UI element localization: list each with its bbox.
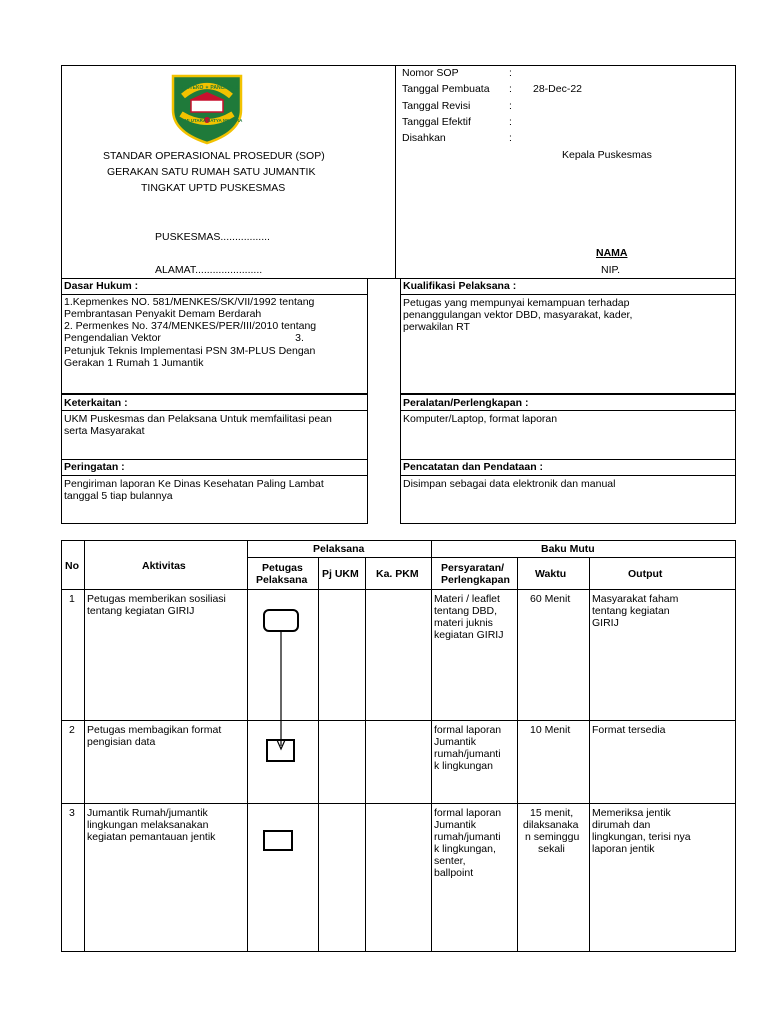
row-waktu: 10 Menit	[530, 724, 571, 736]
dasar-hukum-line: 2. Permenkes No. 374/MENKES/PER/III/2010 tentang	[64, 320, 317, 332]
row-output: laporan jentik	[592, 843, 655, 855]
row-persyaratan: formal laporan	[434, 724, 502, 736]
row-persyaratan: rumah/jumanti	[434, 831, 501, 843]
info-label-tanggal-pembuatan: Tanggal Pembuata	[402, 83, 490, 95]
col-line	[84, 540, 85, 952]
col-line	[517, 557, 518, 952]
row-waktu: 60 Menit	[530, 593, 571, 605]
row-output: Memeriksa jentik	[592, 807, 671, 819]
row-number: 2	[69, 724, 75, 736]
row-persyaratan: formal laporan	[434, 807, 502, 819]
logo-top-text: BERTEKO ✶ PANCASILA	[179, 85, 240, 91]
row-line	[61, 803, 736, 804]
col-header-petugas: Petugas	[262, 562, 303, 574]
row-persyaratan: senter,	[434, 855, 466, 867]
col-line	[589, 557, 590, 952]
row-persyaratan: Jumantik	[434, 736, 477, 748]
dasar-hukum-label: Dasar Hukum :	[64, 280, 139, 292]
flow-start-terminator-shape	[264, 610, 298, 631]
row-line	[61, 589, 736, 590]
row-waktu: 15 menit,	[530, 807, 574, 819]
keterkaitan-line: UKM Puskesmas dan Pelaksana Untuk memfailitasi pean	[64, 413, 332, 425]
info-value-tanggal-pembuatan: 28-Dec-22	[533, 83, 583, 95]
signatory-name: NAMA	[596, 247, 628, 259]
row-output: tentang kegiatan	[592, 605, 670, 617]
flowchart	[247, 589, 319, 859]
col-header-pjukm: Pj UKM	[322, 568, 359, 580]
kepala-puskesmas: Kepala Puskesmas	[562, 149, 652, 161]
row-persyaratan: k lingkungan,	[434, 843, 496, 855]
peralatan-line: Komputer/Laptop, format laporan	[403, 413, 558, 425]
keterkaitan-label: Keterkaitan :	[64, 397, 128, 409]
peringatan-line: tanggal 5 tiap bulannya	[64, 490, 173, 502]
row-aktivitas: Petugas membagikan format	[87, 724, 222, 736]
col-line	[365, 557, 366, 952]
row-output: dirumah dan	[592, 819, 651, 831]
info-label-nomor-sop: Nomor SOP	[402, 67, 459, 79]
row-aktivitas: Jumantik Rumah/jumantik	[87, 807, 208, 819]
info-colon: :	[509, 116, 512, 128]
regency-emblem-icon	[167, 70, 247, 146]
row-line	[61, 720, 736, 721]
row-output: Format tersedia	[592, 724, 666, 736]
kualifikasi-label: Kualifikasi Pelaksana :	[403, 280, 517, 292]
info-colon: :	[509, 132, 512, 144]
flow-process-box-3	[264, 831, 292, 850]
col-header-output: Output	[628, 568, 663, 580]
col-header-persyaratan: Perlengkapan	[441, 574, 510, 586]
col-header-baku-mutu: Baku Mutu	[541, 543, 595, 555]
kualifikasi-line: penanggulangan vektor DBD, masyarakat, kader,	[403, 309, 633, 321]
info-colon: :	[509, 83, 512, 95]
info-label-disahkan: Disahkan	[402, 132, 446, 144]
header-divider	[395, 65, 396, 279]
sop-title-line-2: GERAKAN SATU RUMAH SATU JUMANTIK	[107, 166, 316, 178]
row-persyaratan: rumah/jumanti	[434, 748, 501, 760]
signatory-nip: NIP.	[601, 264, 621, 276]
row-output: GIRIJ	[592, 617, 619, 629]
info-colon: :	[509, 67, 512, 79]
puskesmas-field: PUSKESMAS.................	[155, 231, 270, 243]
alamat-field: ALAMAT.......................	[155, 264, 263, 276]
row-waktu: dilaksanaka	[523, 819, 579, 831]
dasar-hukum-line: Petunjuk Teknis Implementasi PSN 3M-PLUS Dengan	[64, 345, 316, 357]
sop-title-line-1: STANDAR OPERASIONAL PROSEDUR (SOP)	[103, 150, 325, 162]
dasar-hukum-line: Gerakan 1 Rumah 1 Jumantik	[64, 357, 204, 369]
sop-title-line-3: TINGKAT UPTD PUSKESMAS	[141, 182, 286, 194]
row-aktivitas: tentang kegiatan GIRIJ	[87, 605, 195, 617]
row-line	[247, 557, 736, 558]
peringatan-label: Peringatan :	[64, 461, 125, 473]
row-number: 3	[69, 807, 75, 819]
kualifikasi-line: Petugas yang mempunyai kemampuan terhadap	[403, 297, 630, 309]
row-waktu: n seminggu	[525, 831, 580, 843]
row-persyaratan: k lingkungan	[434, 760, 493, 772]
peralatan-label: Peralatan/Perlengkapan :	[403, 397, 529, 409]
peringatan-line: Pengiriman laporan Ke Dinas Kesehatan Paling Lambat	[64, 478, 324, 490]
row-persyaratan: kegiatan GIRIJ	[434, 629, 504, 641]
row-waktu: sekali	[538, 843, 565, 855]
logo-bottom-text: BUMI UTARA SATYA NEGARA	[178, 118, 243, 123]
row-aktivitas: lingkungan melaksanakan	[87, 819, 209, 831]
row-output: lingkungan, terisi nya	[592, 831, 691, 843]
kualifikasi-line: perwakilan RT	[403, 321, 470, 333]
col-header-kapkm: Ka. PKM	[376, 568, 419, 580]
pencatatan-line: Disimpan sebagai data elektronik dan manual	[403, 478, 616, 490]
dasar-hukum-line: Pengendalian Vektor 3.	[64, 332, 304, 344]
col-header-no: No	[65, 560, 79, 572]
col-header-aktivitas: Aktivitas	[142, 560, 186, 572]
info-label-tanggal-efektif: Tanggal Efektif	[402, 116, 471, 128]
row-persyaratan: ballpoint	[434, 867, 474, 879]
row-aktivitas: Petugas memberikan sosiliasi	[87, 593, 226, 605]
row-output: Masyarakat faham	[592, 593, 679, 605]
col-header-pelaksana: Pelaksana	[313, 543, 365, 555]
pencatatan-label: Pencatatan dan Pendataan :	[403, 461, 544, 473]
col-header-petugas: Pelaksana	[256, 574, 308, 586]
row-persyaratan: materi juknis	[434, 617, 493, 629]
col-header-persyaratan: Persyaratan/	[441, 562, 505, 574]
info-colon: :	[509, 100, 512, 112]
dasar-hukum-line: Pembrantasan Penyakit Demam Berdarah	[64, 308, 262, 320]
col-header-waktu: Waktu	[535, 568, 567, 580]
keterkaitan-line: serta Masyarakat	[64, 425, 145, 437]
row-persyaratan: Materi / leaflet	[434, 593, 500, 605]
info-label-tanggal-revisi: Tanggal Revisi	[402, 100, 471, 112]
row-aktivitas: pengisian data	[87, 736, 156, 748]
col-line	[431, 540, 432, 952]
row-number: 1	[69, 593, 75, 605]
row-persyaratan: Jumantik	[434, 819, 477, 831]
dasar-hukum-line: 1.Kepmenkes NO. 581/MENKES/SK/VII/1992 tentang	[64, 296, 315, 308]
row-persyaratan: tentang DBD,	[434, 605, 498, 617]
row-aktivitas: kegiatan pemantauan jentik	[87, 831, 216, 843]
